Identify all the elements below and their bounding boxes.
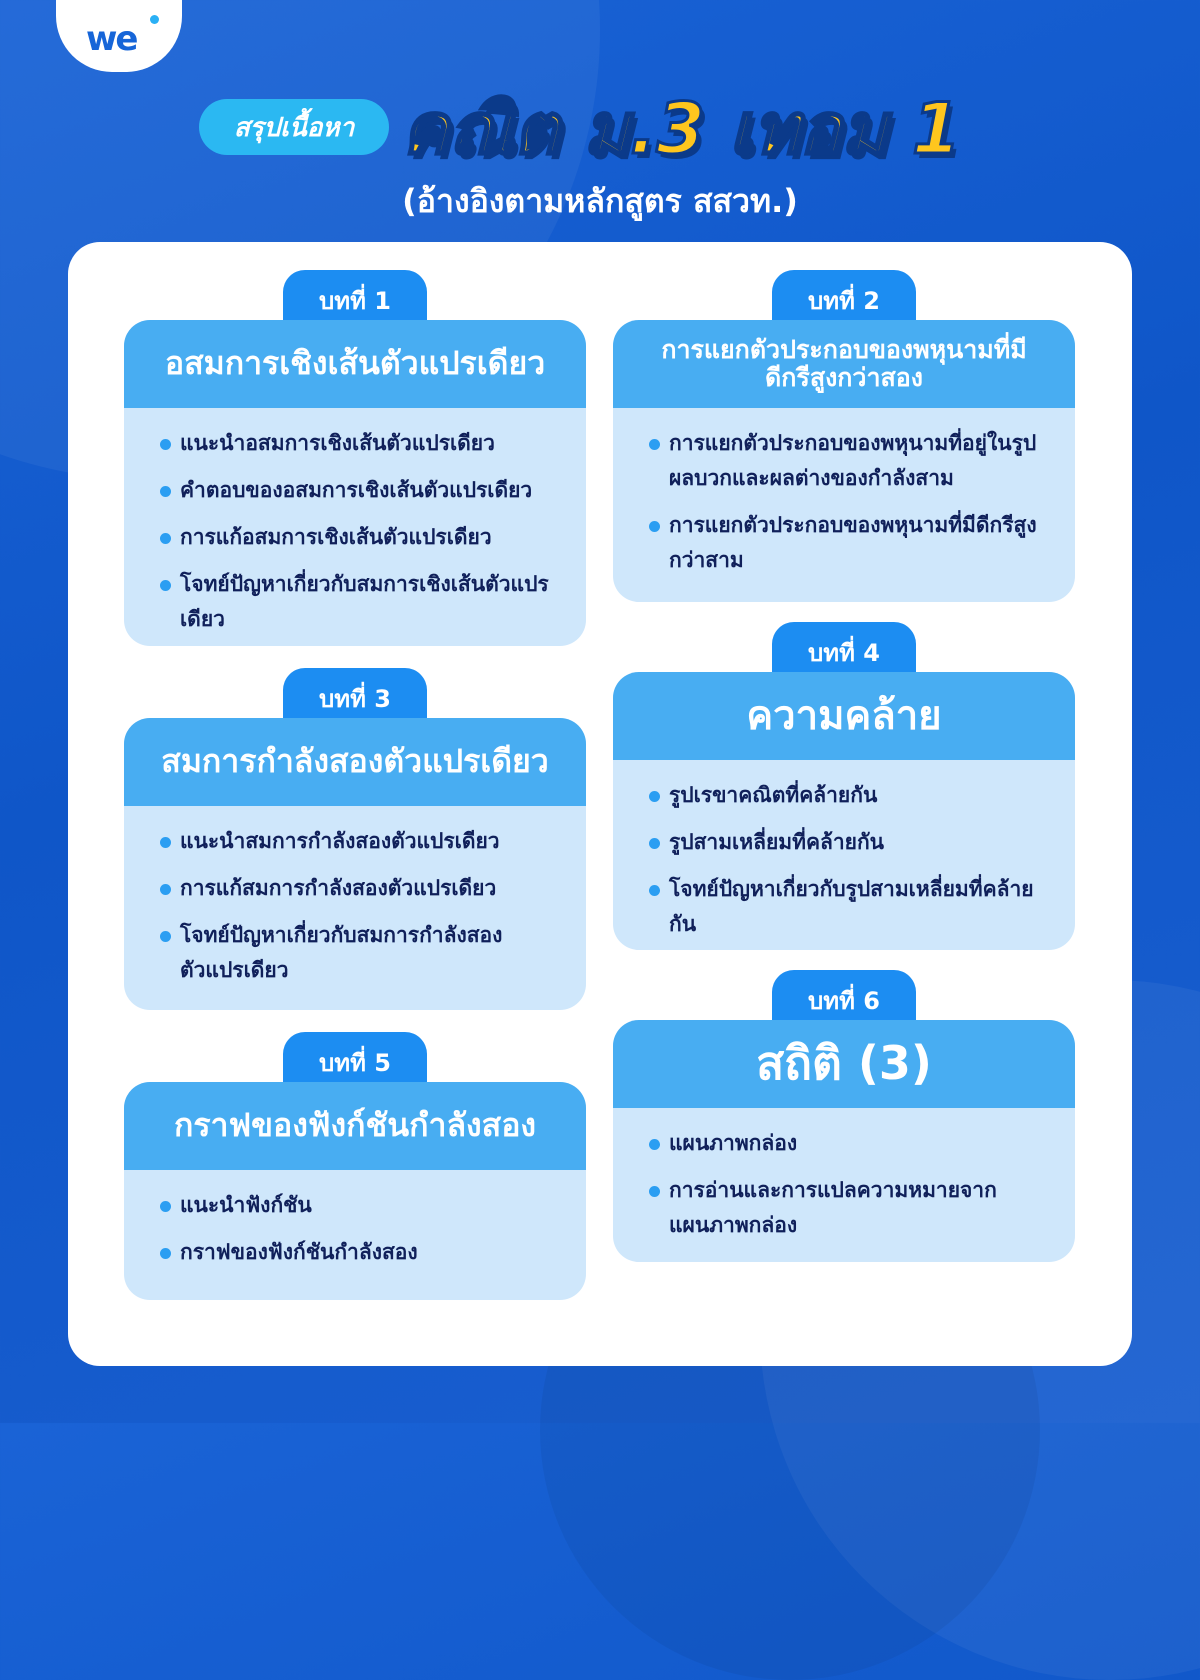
chapter-badge: บทที่ 5 [283, 1032, 427, 1092]
topic-list [613, 760, 1075, 950]
chapter-badge: บทที่ 6 [772, 970, 916, 1030]
topic-item: แนะนำอสมการเชิงเส้นตัวแปรเดียว [160, 426, 562, 461]
chapter-card [124, 320, 586, 646]
chapter-title: สมการกำลังสองตัวแปรเดียว [124, 718, 586, 806]
topic-item: การแก้สมการกำลังสองตัวแปรเดียว [160, 871, 562, 906]
topic-list [124, 408, 586, 646]
chapter-title: สถิติ (3) [613, 1020, 1075, 1108]
logo-dot-icon [150, 15, 159, 24]
chapter-card [613, 672, 1075, 950]
page-title: คณิต ม.3 เทอม 1 [402, 88, 961, 170]
chapter-title: การแยกตัวประกอบของพหุนามที่มีดีกรีสูงกว่าสอง [613, 320, 1075, 408]
chapter-badge: บทที่ 3 [283, 668, 427, 728]
brand-logo: we [86, 19, 137, 59]
chapter-title: อสมการเชิงเส้นตัวแปรเดียว [124, 320, 586, 408]
chapter-badge: บทที่ 4 [772, 622, 916, 682]
topic-item: การแยกตัวประกอบของพหุนามที่มีดีกรีสูงกว่าสาม [649, 508, 1051, 578]
chapter-card [613, 320, 1075, 602]
topic-item: โจทย์ปัญหาเกี่ยวกับรูปสามเหลี่ยมที่คล้ายกัน [649, 872, 1051, 942]
topic-item: การอ่านและการแปลความหมายจากแผนภาพกล่อง [649, 1173, 1051, 1243]
topic-item: การแยกตัวประกอบของพหุนามที่อยู่ในรูปผลบวกและผลต่างของกำลังสาม [649, 426, 1051, 496]
chapter-badge: บทที่ 2 [772, 270, 916, 330]
chapter-badge: บทที่ 1 [283, 270, 427, 330]
topic-item: โจทย์ปัญหาเกี่ยวกับสมการกำลังสองตัวแปรเดียว [160, 918, 562, 988]
topic-list [124, 806, 586, 1006]
topic-item: คำตอบของอสมการเชิงเส้นตัวแปรเดียว [160, 473, 562, 508]
page-subtitle: (อ้างอิงตามหลักสูตร สสวท.) [402, 182, 798, 220]
topic-item: แผนภาพกล่อง [649, 1126, 1051, 1161]
chapter-title: กราฟของฟังก์ชันกำลังสอง [124, 1082, 586, 1170]
topic-item: แนะนำฟังก์ชัน [160, 1188, 562, 1223]
chapter-title: ความคล้าย [613, 672, 1075, 760]
topic-item: การแก้อสมการเชิงเส้นตัวแปรเดียว [160, 520, 562, 555]
summary-tag: สรุปเนื้อหา [199, 99, 389, 155]
topic-item: แนะนำสมการกำลังสองตัวแปรเดียว [160, 824, 562, 859]
topic-item: โจทย์ปัญหาเกี่ยวกับสมการเชิงเส้นตัวแปรเดียว [160, 567, 562, 637]
chapter-card [124, 718, 586, 1010]
chapter-card [613, 1020, 1075, 1262]
topic-list [124, 1170, 586, 1288]
topic-list [613, 408, 1075, 596]
topic-list [613, 1108, 1075, 1261]
topic-item: รูปสามเหลี่ยมที่คล้ายกัน [649, 825, 1051, 860]
topic-item: รูปเรขาคณิตที่คล้ายกัน [649, 778, 1051, 813]
topic-item: กราฟของฟังก์ชันกำลังสอง [160, 1235, 562, 1270]
chapter-card [124, 1082, 586, 1300]
